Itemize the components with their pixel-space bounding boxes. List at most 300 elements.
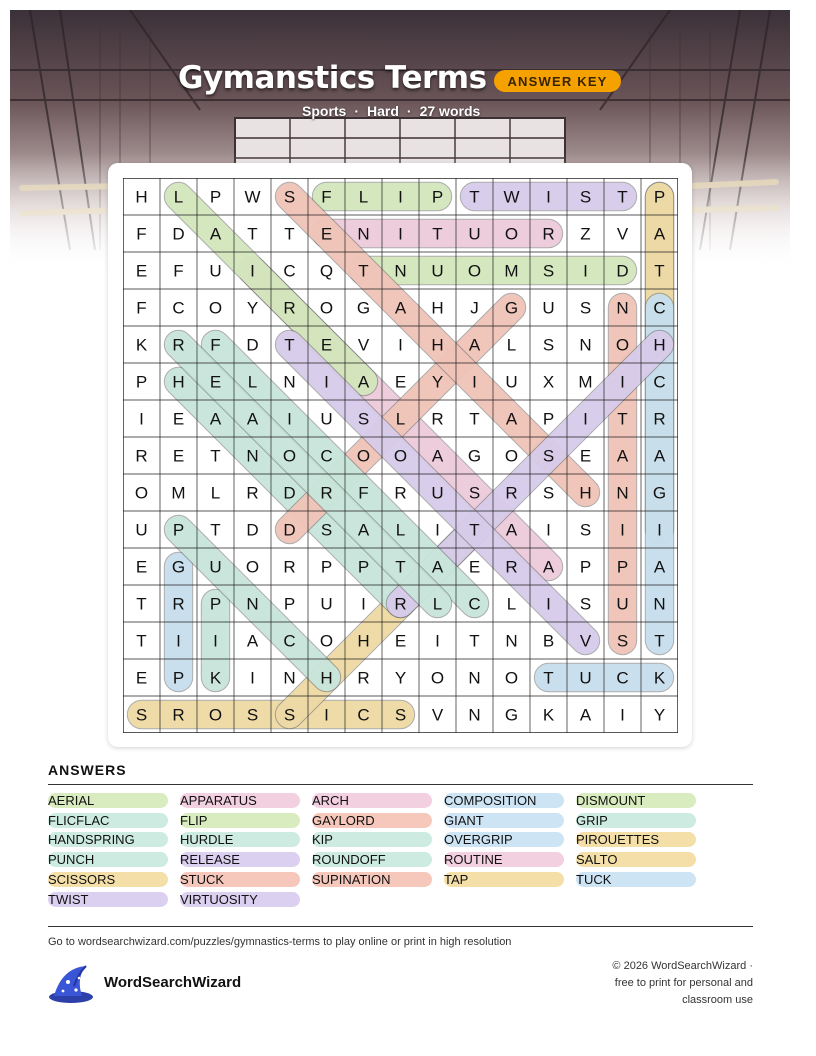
answer-label: APPARATUS — [180, 793, 257, 808]
grid-letter[interactable]: T — [469, 187, 480, 207]
grid-letter[interactable]: E — [320, 335, 333, 355]
grid-letter[interactable]: S — [579, 520, 592, 540]
grid-letter[interactable]: A — [246, 409, 259, 429]
grid-letter[interactable]: I — [398, 187, 403, 207]
grid-letter[interactable]: I — [435, 520, 440, 540]
grid-letter[interactable]: W — [503, 187, 520, 207]
grid-letter[interactable]: Z — [580, 224, 591, 244]
grid-letter[interactable]: T — [210, 446, 221, 466]
grid-letter[interactable]: U — [505, 372, 518, 392]
answer-key-badge: ANSWER KEY — [494, 70, 621, 92]
grid-letter[interactable]: N — [394, 261, 407, 281]
grid-letter[interactable]: T — [617, 409, 628, 429]
grid-letter[interactable]: U — [431, 261, 444, 281]
grid-letter[interactable]: R — [135, 446, 148, 466]
grid-letter[interactable]: R — [172, 594, 185, 614]
grid-letter[interactable]: I — [546, 520, 551, 540]
grid-letter[interactable]: P — [431, 187, 444, 207]
grid-letter[interactable]: S — [579, 594, 592, 614]
grid-letter[interactable]: X — [542, 372, 555, 392]
page-title: Gymanstics Terms — [178, 60, 487, 96]
grid-letter[interactable]: H — [653, 335, 666, 355]
grid-letter[interactable]: I — [620, 520, 625, 540]
grid-letter[interactable]: E — [135, 668, 148, 688]
grid-letter[interactable]: G — [171, 557, 186, 577]
grid-letter[interactable]: I — [620, 372, 625, 392]
grid-letter[interactable]: W — [244, 187, 261, 207]
answer-label: TAP — [444, 871, 469, 887]
grid-letter[interactable]: P — [209, 187, 222, 207]
grid-letter[interactable]: A — [653, 224, 666, 244]
grid-letter[interactable]: Y — [653, 705, 666, 725]
answer-label: RELEASE — [180, 852, 240, 868]
answer-label: PUNCH — [48, 852, 95, 868]
grid-letter[interactable]: H — [431, 335, 444, 355]
grid-letter[interactable]: T — [543, 668, 554, 688]
answer-label: SCISSORS — [48, 871, 116, 887]
answer-word — [48, 890, 168, 907]
answer-label: ROUNDOFF — [312, 852, 386, 868]
grid-letter[interactable]: Q — [319, 261, 334, 281]
separator-dot: · — [354, 103, 360, 119]
grid-letter[interactable]: C — [283, 261, 296, 281]
answer-word — [576, 850, 696, 867]
answer-word — [444, 870, 564, 887]
answer-word — [48, 811, 168, 828]
answer-word — [48, 791, 168, 808]
grid-letter[interactable]: K — [542, 705, 555, 725]
grid-letter[interactable]: H — [579, 483, 592, 503]
grid-letter[interactable]: I — [361, 594, 366, 614]
grid-letter[interactable]: P — [357, 557, 370, 577]
grid-letter[interactable]: S — [283, 705, 296, 725]
grid-letter[interactable]: P — [616, 557, 629, 577]
grid-letter[interactable]: P — [172, 668, 185, 688]
grid-letter[interactable]: O — [504, 446, 519, 466]
wizard-hat-logo-icon — [48, 964, 94, 1004]
grid-letter[interactable]: N — [616, 298, 629, 318]
grid-letter[interactable]: M — [171, 483, 186, 503]
grid-letter[interactable]: T — [469, 409, 480, 429]
grid-letter[interactable]: T — [136, 594, 147, 614]
grid-letter[interactable]: T — [469, 631, 480, 651]
grid-letter[interactable]: R — [653, 409, 666, 429]
grid-letter[interactable]: N — [579, 335, 592, 355]
grid-letter[interactable]: P — [542, 409, 555, 429]
grid-letter[interactable]: K — [209, 668, 222, 688]
grid-letter[interactable]: I — [398, 335, 403, 355]
grid-letter[interactable]: N — [357, 224, 370, 244]
grid-letter[interactable]: T — [432, 224, 443, 244]
divider — [48, 784, 753, 785]
grid-letter[interactable]: R — [505, 483, 518, 503]
copyright — [553, 958, 753, 1009]
grid-letter[interactable]: I — [620, 705, 625, 725]
answer-label: DISMOUNT — [576, 793, 646, 808]
grid-letter[interactable]: D — [172, 224, 185, 244]
grid-letter[interactable]: C — [653, 372, 666, 392]
answer-word — [444, 830, 564, 847]
grid-letter[interactable]: A — [394, 298, 407, 318]
grid-letter[interactable]: S — [357, 409, 370, 429]
grid-letter[interactable]: A — [542, 557, 555, 577]
grid-letter[interactable]: H — [357, 631, 370, 651]
grid-letter[interactable]: T — [469, 520, 480, 540]
grid-letter[interactable]: P — [283, 594, 296, 614]
grid-letter[interactable]: S — [616, 631, 629, 651]
grid-letter[interactable]: D — [283, 483, 296, 503]
answer-label: TUCK — [576, 871, 612, 887]
grid-letter[interactable]: O — [615, 335, 630, 355]
grid-letter[interactable]: E — [135, 261, 148, 281]
answer-label: SUPINATION — [312, 871, 391, 887]
grid-letter[interactable]: C — [172, 298, 185, 318]
grid-letter[interactable]: G — [467, 446, 482, 466]
grid-letter[interactable]: A — [209, 409, 222, 429]
answer-word — [180, 791, 300, 808]
answer-word — [180, 811, 300, 828]
grid-letter[interactable]: E — [172, 409, 185, 429]
grid-letter[interactable]: F — [358, 483, 369, 503]
grid-letter[interactable]: E — [209, 372, 222, 392]
answer-label: PIROUETTES — [576, 832, 660, 848]
grid-letter[interactable]: R — [357, 668, 370, 688]
grid-letter[interactable]: A — [246, 631, 259, 651]
grid-letter[interactable]: V — [357, 335, 370, 355]
grid-letter[interactable]: G — [504, 705, 519, 725]
puzzle-meta — [302, 103, 480, 119]
answers-list — [48, 791, 753, 915]
brand-name: WordSearchWizard — [104, 974, 242, 991]
grid-letter[interactable]: I — [287, 409, 292, 429]
grid-letter[interactable]: S — [320, 520, 333, 540]
grid-letter[interactable]: N — [283, 372, 296, 392]
grid-letter[interactable]: J — [470, 298, 479, 318]
grid-letter[interactable]: H — [135, 187, 148, 207]
answer-label: GIANT — [444, 812, 484, 828]
answer-label: GRIP — [576, 812, 608, 828]
answer-word — [48, 830, 168, 847]
answer-word — [48, 850, 168, 867]
grid-letter[interactable]: G — [504, 298, 519, 318]
grid-letter[interactable]: T — [136, 631, 147, 651]
difficulty-label: Hard — [367, 103, 399, 119]
grid-letter[interactable]: P — [172, 520, 185, 540]
grid-letter[interactable]: P — [209, 594, 222, 614]
grid-letter[interactable]: A — [209, 224, 222, 244]
grid-letter[interactable]: S — [283, 187, 296, 207]
grid-letter[interactable]: U — [616, 594, 629, 614]
grid-letter[interactable]: S — [542, 483, 555, 503]
grid-letter[interactable]: C — [320, 446, 333, 466]
answer-label: VIRTUOSITY — [180, 891, 258, 907]
grid-letter[interactable]: R — [283, 298, 296, 318]
divider — [48, 926, 753, 927]
grid-letter[interactable]: S — [246, 705, 259, 725]
grid-letter[interactable]: Y — [394, 668, 407, 688]
grid-letter[interactable]: H — [320, 668, 333, 688]
grid-letter[interactable]: I — [583, 409, 588, 429]
answer-label: KIP — [312, 832, 333, 848]
grid-letter[interactable]: N — [468, 705, 481, 725]
grid-letter[interactable]: U — [209, 557, 222, 577]
answer-word — [312, 850, 432, 867]
grid-letter[interactable]: S — [579, 187, 592, 207]
grid-letter[interactable]: E — [468, 557, 481, 577]
grid-letter[interactable]: T — [617, 187, 628, 207]
grid-letter[interactable]: E — [579, 446, 592, 466]
grid-letter[interactable]: I — [546, 594, 551, 614]
grid-letter[interactable]: I — [657, 520, 662, 540]
grid-letter[interactable]: R — [283, 557, 296, 577]
grid-letter[interactable]: I — [435, 631, 440, 651]
grid-letter[interactable]: R — [172, 705, 185, 725]
grid-letter[interactable]: D — [616, 261, 629, 281]
answer-word — [576, 870, 696, 887]
grid-letter[interactable]: T — [247, 224, 258, 244]
grid-letter[interactable]: U — [320, 594, 333, 614]
answer-label: GAYLORD — [312, 812, 375, 828]
category-label: Sports — [302, 103, 347, 119]
grid-letter[interactable]: T — [654, 261, 665, 281]
grid-letter[interactable]: A — [579, 705, 592, 725]
answer-label: FLICFLAC — [48, 812, 110, 828]
grid-letter[interactable]: M — [578, 372, 593, 392]
answer-word — [312, 811, 432, 828]
grid-letter[interactable]: E — [135, 557, 148, 577]
grid-letter[interactable]: A — [653, 446, 666, 466]
grid-letter[interactable]: F — [321, 187, 332, 207]
answer-label: STUCK — [180, 871, 225, 887]
answer-word — [312, 870, 432, 887]
grid-letter[interactable]: A — [653, 557, 666, 577]
grid-letter[interactable]: L — [395, 520, 406, 540]
answer-word — [48, 870, 168, 887]
grid-letter[interactable]: N — [653, 594, 666, 614]
grid-letter[interactable]: O — [504, 668, 519, 688]
grid-letter[interactable]: I — [250, 668, 255, 688]
grid-letter[interactable]: H — [431, 298, 444, 318]
grid-letter[interactable]: F — [136, 224, 147, 244]
grid-letter[interactable]: O — [282, 446, 297, 466]
grid-letter[interactable]: R — [394, 594, 407, 614]
grid-letter[interactable]: L — [506, 335, 517, 355]
grid-letter[interactable]: S — [394, 705, 407, 725]
grid-letter[interactable]: A — [505, 409, 518, 429]
grid-letter[interactable]: U — [579, 668, 592, 688]
answer-label: HANDSPRING — [48, 832, 135, 848]
grid-letter[interactable]: S — [135, 705, 148, 725]
grid-letter[interactable]: I — [398, 224, 403, 244]
answer-word — [444, 811, 564, 828]
grid-letter[interactable]: D — [283, 520, 296, 540]
separator-dot: · — [406, 103, 412, 119]
grid-letter[interactable]: P — [135, 372, 148, 392]
grid-letter[interactable]: E — [172, 446, 185, 466]
grid-letter[interactable]: F — [136, 298, 147, 318]
grid-letter[interactable]: C — [616, 668, 629, 688]
grid-letter[interactable]: F — [173, 261, 184, 281]
grid-letter[interactable]: L — [247, 372, 258, 392]
grid-letter[interactable]: O — [208, 705, 223, 725]
grid-letter[interactable]: O — [393, 446, 408, 466]
grid-letter[interactable]: N — [505, 631, 518, 651]
grid-letter[interactable]: E — [394, 631, 407, 651]
grid-letter[interactable]: N — [246, 594, 259, 614]
grid-letter[interactable]: R — [320, 483, 333, 503]
grid-letter[interactable]: D — [246, 520, 259, 540]
answer-word — [180, 870, 300, 887]
grid-letter[interactable]: U — [320, 409, 333, 429]
grid-letter[interactable]: E — [320, 224, 333, 244]
grid-letter[interactable]: S — [542, 335, 555, 355]
grid-letter[interactable]: I — [250, 261, 255, 281]
grid-letter[interactable]: A — [431, 557, 444, 577]
answer-word — [180, 850, 300, 867]
grid-letter[interactable]: I — [176, 631, 181, 651]
grid-letter[interactable]: O — [467, 261, 482, 281]
answer-word — [180, 890, 300, 907]
grid-letter[interactable]: O — [319, 298, 334, 318]
grid-letter[interactable]: O — [319, 631, 334, 651]
grid-letter[interactable]: G — [356, 298, 371, 318]
grid-letter[interactable]: I — [139, 409, 144, 429]
grid-letter[interactable]: A — [505, 520, 518, 540]
copyright-line: free to print for personal and — [614, 977, 753, 989]
grid-letter[interactable]: C — [357, 705, 370, 725]
answer-label: HURDLE — [180, 832, 234, 848]
grid-letter[interactable]: E — [394, 372, 407, 392]
answer-label: TWIST — [48, 891, 89, 907]
grid-letter[interactable]: M — [504, 261, 519, 281]
grid-letter[interactable]: Y — [431, 372, 444, 392]
grid-letter[interactable]: U — [468, 224, 481, 244]
grid-letter[interactable]: A — [357, 520, 370, 540]
grid-letter[interactable]: T — [358, 261, 369, 281]
grid-letter[interactable]: A — [616, 446, 629, 466]
grid-letter[interactable]: F — [210, 335, 221, 355]
grid-letter[interactable]: L — [395, 409, 406, 429]
grid-letter[interactable]: L — [358, 187, 369, 207]
grid-letter[interactable]: I — [583, 261, 588, 281]
grid-letter[interactable]: S — [542, 446, 555, 466]
grid-letter[interactable]: I — [324, 705, 329, 725]
grid-letter[interactable]: R — [542, 224, 555, 244]
grid-letter[interactable]: V — [616, 224, 629, 244]
answer-word — [576, 830, 696, 847]
grid-letter[interactable]: P — [579, 557, 592, 577]
grid-letter[interactable]: O — [208, 298, 223, 318]
grid-letter[interactable]: T — [395, 557, 406, 577]
answer-label: SALTO — [576, 852, 618, 868]
grid-letter[interactable]: T — [210, 520, 221, 540]
answer-word — [180, 830, 300, 847]
grid-letter[interactable]: I — [472, 372, 477, 392]
grid-letter[interactable]: U — [431, 483, 444, 503]
answer-word — [576, 791, 696, 808]
answer-label: ARCH — [312, 793, 349, 808]
grid-letter[interactable]: H — [172, 372, 185, 392]
grid-letter[interactable]: N — [616, 483, 629, 503]
answer-label: ROUTINE — [444, 852, 503, 868]
grid-letter[interactable]: N — [246, 446, 259, 466]
answer-word — [444, 850, 564, 867]
grid-letter[interactable]: C — [283, 631, 296, 651]
grid-letter[interactable]: U — [542, 298, 555, 318]
grid-letter[interactable]: L — [210, 483, 221, 503]
grid-letter[interactable]: P — [653, 187, 666, 207]
letter-grid[interactable] — [123, 178, 678, 733]
answer-label: OVERGRIP — [444, 832, 513, 848]
copyright-line: © 2026 WordSearchWizard · — [612, 960, 753, 972]
grid-letter[interactable]: R — [246, 483, 259, 503]
grid-letter[interactable]: R — [505, 557, 518, 577]
grid-letter[interactable]: L — [506, 594, 517, 614]
grid-letter[interactable]: C — [468, 594, 481, 614]
grid-letter[interactable]: C — [653, 298, 666, 318]
answer-label: FLIP — [180, 812, 208, 828]
grid-letter[interactable]: O — [430, 668, 445, 688]
grid-letter[interactable]: S — [468, 483, 481, 503]
grid-letter[interactable]: B — [542, 631, 555, 651]
grid-letter[interactable]: O — [134, 483, 149, 503]
grid-letter[interactable]: I — [213, 631, 218, 651]
grid-letter[interactable]: L — [173, 187, 184, 207]
grid-letter[interactable]: T — [284, 335, 295, 355]
grid-letter[interactable]: U — [135, 520, 148, 540]
answers-heading: ANSWERS — [48, 762, 127, 778]
grid-letter[interactable]: S — [542, 261, 555, 281]
grid-letter[interactable]: K — [653, 668, 666, 688]
grid-letter[interactable]: O — [245, 557, 260, 577]
grid-letter[interactable]: P — [320, 557, 333, 577]
answer-word — [312, 830, 432, 847]
answer-label: AERIAL — [48, 793, 95, 808]
grid-letter[interactable]: S — [579, 298, 592, 318]
grid-letter[interactable]: R — [394, 483, 407, 503]
answer-word — [312, 791, 432, 808]
grid-letter[interactable]: Y — [246, 298, 259, 318]
grid-letter[interactable]: T — [284, 224, 295, 244]
grid-letter[interactable]: I — [546, 187, 551, 207]
grid-letter[interactable]: N — [468, 668, 481, 688]
grid-letter[interactable]: T — [654, 631, 665, 651]
grid-letter[interactable]: O — [504, 224, 519, 244]
word-count-label: 27 words — [419, 103, 481, 119]
grid-letter[interactable]: A — [431, 446, 444, 466]
footer-link[interactable]: Go to wordsearchwizard.com/puzzles/gymnastics-terms to play online or print in high resolution — [48, 936, 512, 948]
grid-letter[interactable]: V — [431, 705, 444, 725]
answer-word — [444, 791, 564, 808]
answer-word — [576, 811, 696, 828]
grid-letter[interactable]: L — [432, 594, 443, 614]
grid-letter[interactable]: A — [357, 372, 370, 392]
grid-letter[interactable]: U — [209, 261, 222, 281]
grid-letter[interactable]: R — [172, 335, 185, 355]
grid-letter[interactable]: G — [652, 483, 667, 503]
grid-letter[interactable]: D — [246, 335, 259, 355]
grid-letter[interactable]: I — [324, 372, 329, 392]
grid-letter[interactable]: R — [431, 409, 444, 429]
copyright-line: classroom use — [682, 994, 753, 1006]
answer-label: COMPOSITION — [444, 793, 537, 808]
letters-layer — [135, 188, 666, 725]
grid-letter[interactable]: A — [468, 335, 481, 355]
grid-letter[interactable]: V — [579, 631, 592, 651]
grid-letter[interactable]: N — [283, 668, 296, 688]
grid-letter[interactable]: K — [135, 335, 148, 355]
grid-letter[interactable]: O — [356, 446, 371, 466]
